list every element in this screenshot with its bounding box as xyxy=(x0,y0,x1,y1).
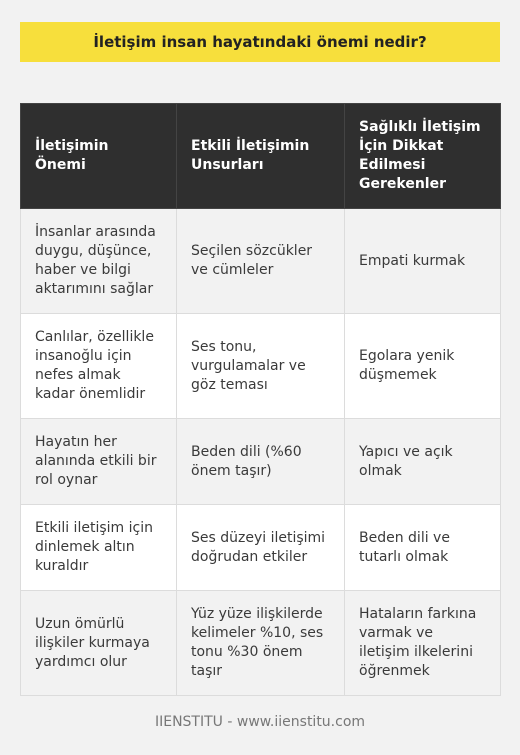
table-row xyxy=(21,209,501,314)
table-cell: Etkili iletişim için dinlemek altın kuraldır xyxy=(21,505,177,591)
table-cell: Uzun ömürlü ilişkiler kurmaya yardımcı olur xyxy=(21,591,177,696)
table-cell: Yüz yüze ilişkilerde kelimeler %10, ses tonu %30 önem taşır xyxy=(177,591,345,696)
info-table xyxy=(20,103,501,696)
table-header-row xyxy=(21,104,501,209)
table-row xyxy=(21,314,501,419)
table-row xyxy=(21,505,501,591)
table-cell: Egolara yenik düşmemek xyxy=(345,314,501,419)
table-cell: Hataların farkına varmak ve iletişim ilkelerini öğrenmek xyxy=(345,591,501,696)
table-cell: Ses düzeyi iletişimi doğrudan etkiler xyxy=(177,505,345,591)
table-cell: Beden dili (%60 önem taşır) xyxy=(177,419,345,505)
table-row xyxy=(21,419,501,505)
page-title-banner xyxy=(20,22,500,62)
table-cell: Beden dili ve tutarlı olmak xyxy=(345,505,501,591)
table-cell: İnsanlar arasında duygu, düşünce, haber ve bilgi aktarımını sağlar xyxy=(21,209,177,314)
column-header-considerations: Sağlıklı İletişim İçin Dikkat Edilmesi Gerekenler xyxy=(345,104,501,209)
footer-credit: IIENSTITU - www.iienstitu.com xyxy=(154,714,366,730)
table-cell: Ses tonu, vurgulamalar ve göz teması xyxy=(177,314,345,419)
table-cell: Seçilen sözcükler ve cümleler xyxy=(177,209,345,314)
table-row xyxy=(21,591,501,696)
table-cell: Empati kurmak xyxy=(345,209,501,314)
page-title: İletişim insan hayatındaki önemi nedir? xyxy=(93,33,427,51)
table-cell: Hayatın her alanında etkili bir rol oynar xyxy=(21,419,177,505)
column-header-importance: İletişimin Önemi xyxy=(21,104,177,209)
table-cell: Canlılar, özellikle insanoğlu için nefes almak kadar önemlidir xyxy=(21,314,177,419)
column-header-elements: Etkili İletişimin Unsurları xyxy=(177,104,345,209)
table-cell: Yapıcı ve açık olmak xyxy=(345,419,501,505)
